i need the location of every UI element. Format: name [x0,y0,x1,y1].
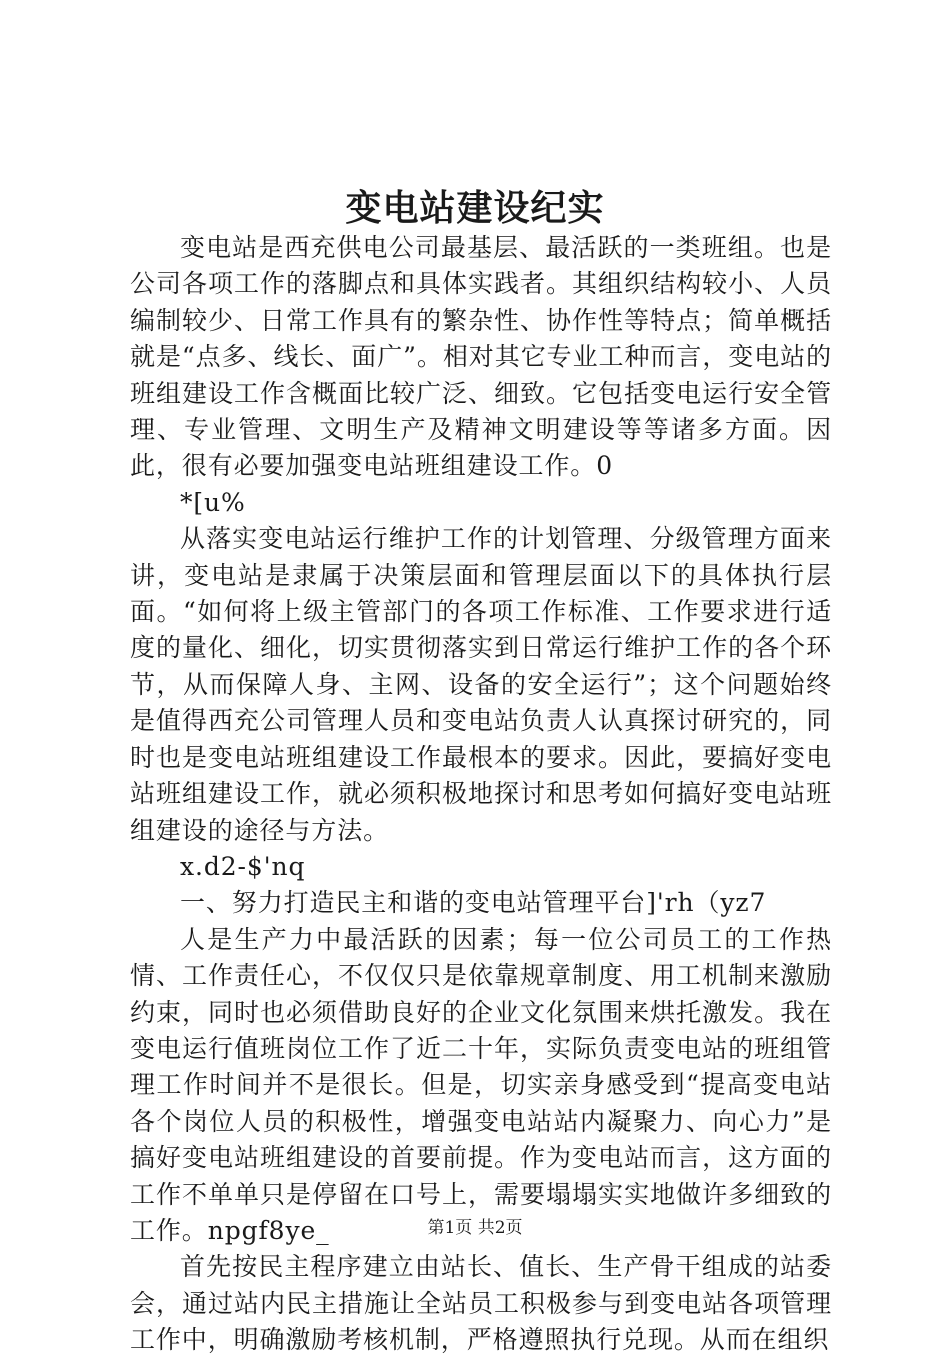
paragraph-noise-2: x.d2-$'nq [180,851,306,881]
document-title: 变电站建设纪实 [345,187,605,229]
paragraph-people: 人是生产力中最活跃的因素；每一位公司员工的工作热情、工作责任心，不仅仅只是依靠规章制度、用工机制来激励约束，同时也必须借助良好的企业文化氛围来烘托激发。我在变电运行值班岗位工作了近二十年，实际负责变电站的班组管理工作时间并不是很长。但是，切实亲身感受到“提高变电站各个岗位人员的积极性，增强变电站站内凝聚力、向心力”是搞好变电站班组建设的首要前提。作为变电站而言，这方面的工作不单单只是停留在口号上，需要塌塌实实地做许多细致的工作。npgf8ye_ [130,924,832,1245]
section-heading-1: 一、努力打造民主和谐的变电站管理平台]'rh（yz7 [180,888,767,918]
document-body [130,230,832,1359]
paragraph-execution-level: 从落实变电站运行维护工作的计划管理、分级管理方面来讲，变电站是隶属于决策层面和管理层面以下的具体执行层面。“如何将上级主管部门的各项工作标准、工作要求进行适度的量化、细化，切实贯彻落实到日常运行维护工作的各个环节，从而保障人身、主网、设备的安全运行”；这个问题始终是值得西充公司管理人员和变电站负责人认真探讨研究的，同时也是变电站班组建设工作最根本的要求。因此，要搞好变电站班组建设工作，就必须积极地探讨和思考如何搞好变电站班组建设的途径与方法。 [130,524,832,845]
page-footer: 第1页 共2页 [427,1218,523,1238]
paragraph-committee: 首先按民主程序建立由站长、值长、生产骨干组成的站委会，通过站内民主措施让全站员工积极参与到变电站各项管理工作中，明确激励考核机制，严格遵照执行兑现。从而在组织 [130,1252,832,1355]
paragraph-intro: 变电站是西充供电公司最基层、最活跃的一类班组。也是公司各项工作的落脚点和具体实践者。其组织结构较小、人员编制较少、日常工作具有的繁杂性、协作性等特点；简单概括就是“点多、线长、面广”。相对其它专业工种而言，变电站的班组建设工作含概面比较广泛、细致。它包括变电运行安全管理、专业管理、文明生产及精神文明建设等等诸多方面。因此，很有必要加强变电站班组建设工作。0 [130,233,832,481]
paragraph-noise-1: *[u% [180,487,246,517]
